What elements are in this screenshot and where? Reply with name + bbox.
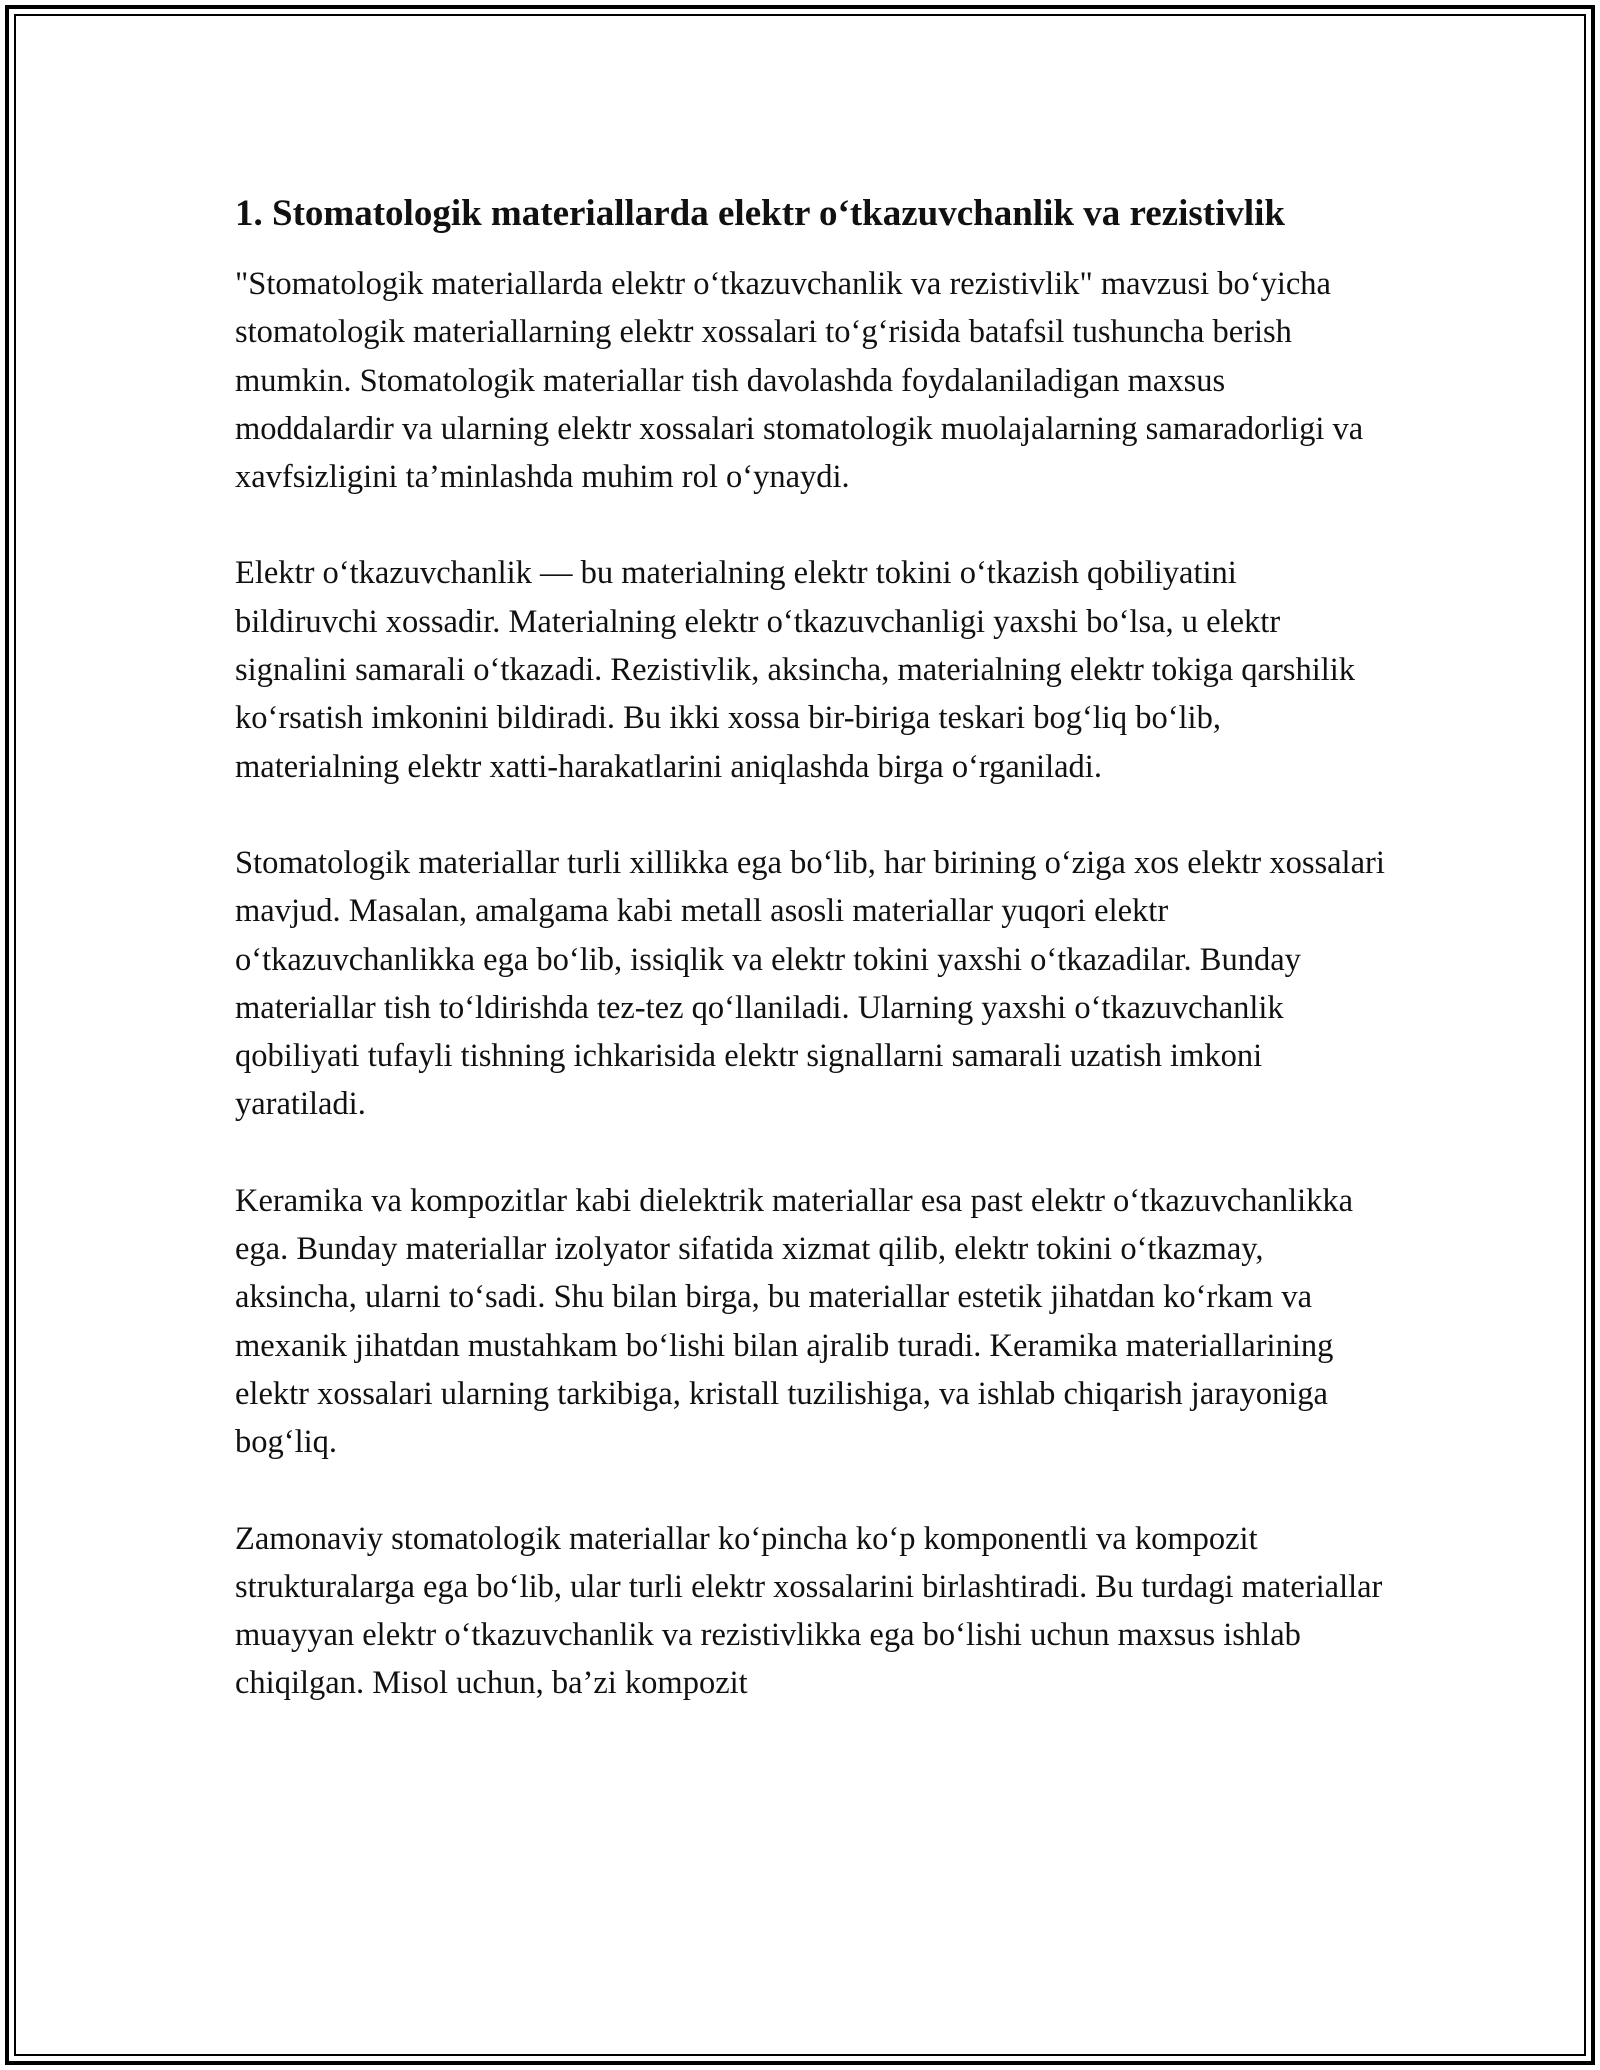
- document-body: [235, 186, 1385, 1756]
- paragraph-dielectric-materials: Keramika va kompozitlar kabi dielektrik materiallar esa past elektr o‘tkazuvchanlikka ega. Bunday materiallar izolyator sifatida xizmat qilib, elektr tokini o‘tkazmay, aksincha, ularni to‘sadi. Shu bilan birga, bu materiallar estetik jihatdan ko‘rkam va mexanik jihatdan mustahkam bo‘lishi bilan ajralib turadi. Keramika materiallarining elektr xossalari ularning tarkibiga, kristall tuzilishiga, va ishlab chiqarish jarayoniga bog‘liq.: [235, 1182, 1354, 1461]
- paragraph-intro: "Stomatologik materiallarda elektr o‘tkazuvchanlik va rezistivlik" mavzusi bo‘yicha stomatologik materiallarning elektr xossalari to‘g‘risida batafsil tushuncha berish mumkin. Stomatologik materiallar tish davolashda foydalaniladigan maxsus moddalardir va ularning elektr xossalari stomatologik muolajalarning samaradorligi va xavfsizligini ta’minlashda muhim rol o‘ynaydi.: [235, 266, 1364, 496]
- paragraph-modern-materials: Zamonaviy stomatologik materiallar ko‘pincha ko‘p komponentli va kompozit strukturalarga ega bo‘lib, ular turli elektr xossalarini birlashtiradi. Bu turdagi materiallar muayyan elektr o‘tkazuvchanlik va rezistivlikka ega bo‘lishi uchun maxsus ishlab chiqilgan. Misol uchun, ba’zi kompozit: [235, 1520, 1383, 1702]
- document-heading: 1. Stomatologik materiallarda elektr o‘tkazuvchanlik va rezistivlik: [235, 193, 1285, 234]
- paragraph-metal-materials: Stomatologik materiallar turli xillikka ega bo‘lib, har birining o‘ziga xos elektr xossalari mavjud. Masalan, amalgama kabi metall asosli materiallar yuqori elektr o‘tkazuvchanlikka ega bo‘lib, issiqlik va elektr tokini yaxshi o‘tkazadilar. Bunday materiallar tish to‘ldirishda tez-tez qo‘llaniladi. Ularning yaxshi o‘tkazuvchanlik qobiliyati tufayli tishning ichkarisida elektr signallarni samarali uzatish imkoni yaratiladi.: [235, 844, 1385, 1123]
- paragraph-conductivity: Elektr o‘tkazuvchanlik — bu materialning elektr tokini o‘tkazish qobiliyatini bildiruvchi xossadir. Materialning elektr o‘tkazuvchanligi yaxshi bo‘lsa, u elektr signalini samarali o‘tkazadi. Rezistivlik, aksincha, materialning elektr tokiga qarshilik ko‘rsatish imkonini bildiradi. Bu ikki xossa bir-biriga teskari bog‘liq bo‘lib, materialning elektr xatti-harakatlarini aniqlashda birga o‘rganiladi.: [235, 555, 1356, 785]
